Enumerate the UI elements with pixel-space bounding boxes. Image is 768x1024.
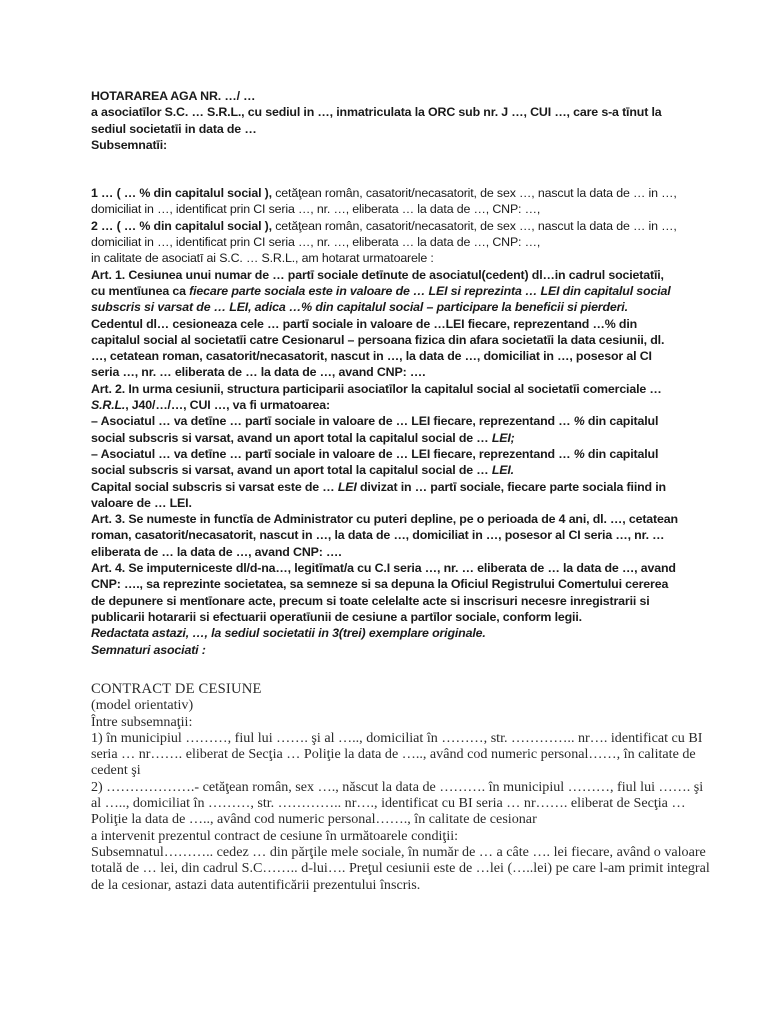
calitate-line: in calitate de asociatī ai S.C. … S.R.L., am hotarat urmatoarele : xyxy=(91,251,434,266)
article-1-cedent: Cedentul dl… cesioneaza cele … partī sociale in valoare de …LEI fiecare, reprezentand …% din capitalul social al societatīi catre Cesionarul – persoana fizica din afara societatīi la data cesiunii, dl. …, cetatean roman, casatorit/necasatorit, nascut in …, la data de …, domiciliat in …, posesor al CI seria …, nr. … eliberata de … la data de …, avand CNP: …. xyxy=(91,316,665,380)
aga-decision xyxy=(91,88,681,658)
contract-party-2: 2) ……………….- cetăţean român, sex …., născut la data de ………. în municipiul ………, fiul lui ……. şi al ….., domiciliat în ………, str. ………….. nr…., identificat cu BI seria … nr……. eliberat de Secţia … Poliţie la data de ….., având cod numeric personal……., în calitate de cesionar xyxy=(91,778,704,828)
contract-subtitle: (model orientativ) xyxy=(91,697,194,714)
aga-title: HOTARAREA AGA NR. …/ … xyxy=(91,89,256,103)
contract-conditions: a intervenit prezentul contract de cesiune în următoarele condiţii: xyxy=(91,827,459,844)
redactata-line: Redactata astazi, …, la sediul societatii in 3(trei) exemplare originale. xyxy=(91,626,486,641)
contract-party-1: 1) în municipiul ………, fiul lui ……. şi al ….., domiciliat în ………, str. ………….. nr…. identificat cu BI seria … nr……. eliberat de Secţia … Poliţie la data de ….., având cod numeric personal……, în calitate de cedent şi xyxy=(91,729,703,779)
aga-intro: a asociatīlor S.C. … S.R.L., cu sediul in …, inmatriculata la ORC sub nr. J …, CUI …, care s-a tīnut la sediul societatīi in data de … xyxy=(91,105,662,136)
article-3: Art. 3. Se numeste in functīa de Administrator cu puteri depline, pe o perioada de 4 ani, dl. …, cetatean roman, casatorit/necasatorit, nascut in …, la data de …, domiciliat in …, posesor al CI seria …, nr. … eliberata de … la data de …, avand CNP: …. xyxy=(91,512,678,559)
contract-intro: Între subsemnaţii: xyxy=(91,713,193,730)
contract-title: CONTRACT DE CESIUNE xyxy=(91,681,262,697)
associate-1: 1 … ( … % din capitalul social ), cetăţean român, casatorit/necasatorit, de sex …, nascut la data de … in …, domiciliat in …, identificat prin CI seria …, nr. …, eliberata … la data de …, CNP: …, xyxy=(91,186,677,217)
article-2: Art. 2. In urma cesiunii, structura participarii asociatīlor la capitalul social al societatīi comerciale … S.R.L., J40/…/…, CUI …, va fi urmatoarea: xyxy=(91,381,662,413)
contract-clause-1: Subsemnatul……….. cedez … din părţile mele sociale, în număr de … a câte …. lei fiecare, având o valoare totală de … lei, din cadrul S.C…….. d-lui…. Preţul cesiunii este de …lei (…..lei) pe care l-am primit integral de la cesionar, astazi data autentificării prezentului înscris. xyxy=(91,843,710,893)
article-4: Art. 4. Se imputerniceste dl/d-na…, legitīmat/a cu C.I seria …, nr. … eliberata de … la data de …, avand CNP: …., sa reprezinte societatea, sa semneze si sa depuna la Oficiul Registrului Comertului cererea de depunere si mentīonare acte, precum si toate celelalte acte si inscrisuri necesre inregistrarii si publicarii hotararii si efectuarii operatīunii de cesiune a partīlor sociale, conform legii. xyxy=(91,561,676,624)
capital-social: Capital social subscris si varsat este de … LEI divizat in … partī sociale, fiecare parte sociala fiind in valoare de … LEI. xyxy=(91,479,666,510)
article-2-item-2: – Asociatul … va detīne … partī sociale in valoare de … LEI fiecare, reprezentand … % din capitalul social subscris si varsat, avand un aport total la capitalul social de … LEI. xyxy=(91,446,659,478)
cession-contract xyxy=(91,681,711,893)
article-2-item-1: – Asociatul … va detīne … partī sociale in valoare de … LEI fiecare, reprezentand … % din capitalul social subscris si varsat, avand un aport total la capitalul social de … LEI; xyxy=(91,414,659,445)
signatures-label: Semnaturi asociati : xyxy=(91,642,206,657)
aga-subsemnatii: Subsemnatīi: xyxy=(91,137,167,152)
associate-2: 2 … ( … % din capitalul social ), cetăţean român, casatorit/necasatorit, de sex …, nascut la data de … in …, domiciliat in …, identificat prin CI seria …, nr. …, eliberata … la data de …, CNP: …, xyxy=(91,218,677,250)
article-1: Art. 1. Cesiunea unui numar de … partī sociale detīnute de asociatul(cedent) dl…in cadrul societatīi, cu mentīunea ca fiecare parte sociala este in valoare de … LEI si reprezinta … LEI din capitalul social subscris si varsat de … LEI, adica …% din capitalul social – participare la beneficii si pierderi. xyxy=(91,267,671,315)
